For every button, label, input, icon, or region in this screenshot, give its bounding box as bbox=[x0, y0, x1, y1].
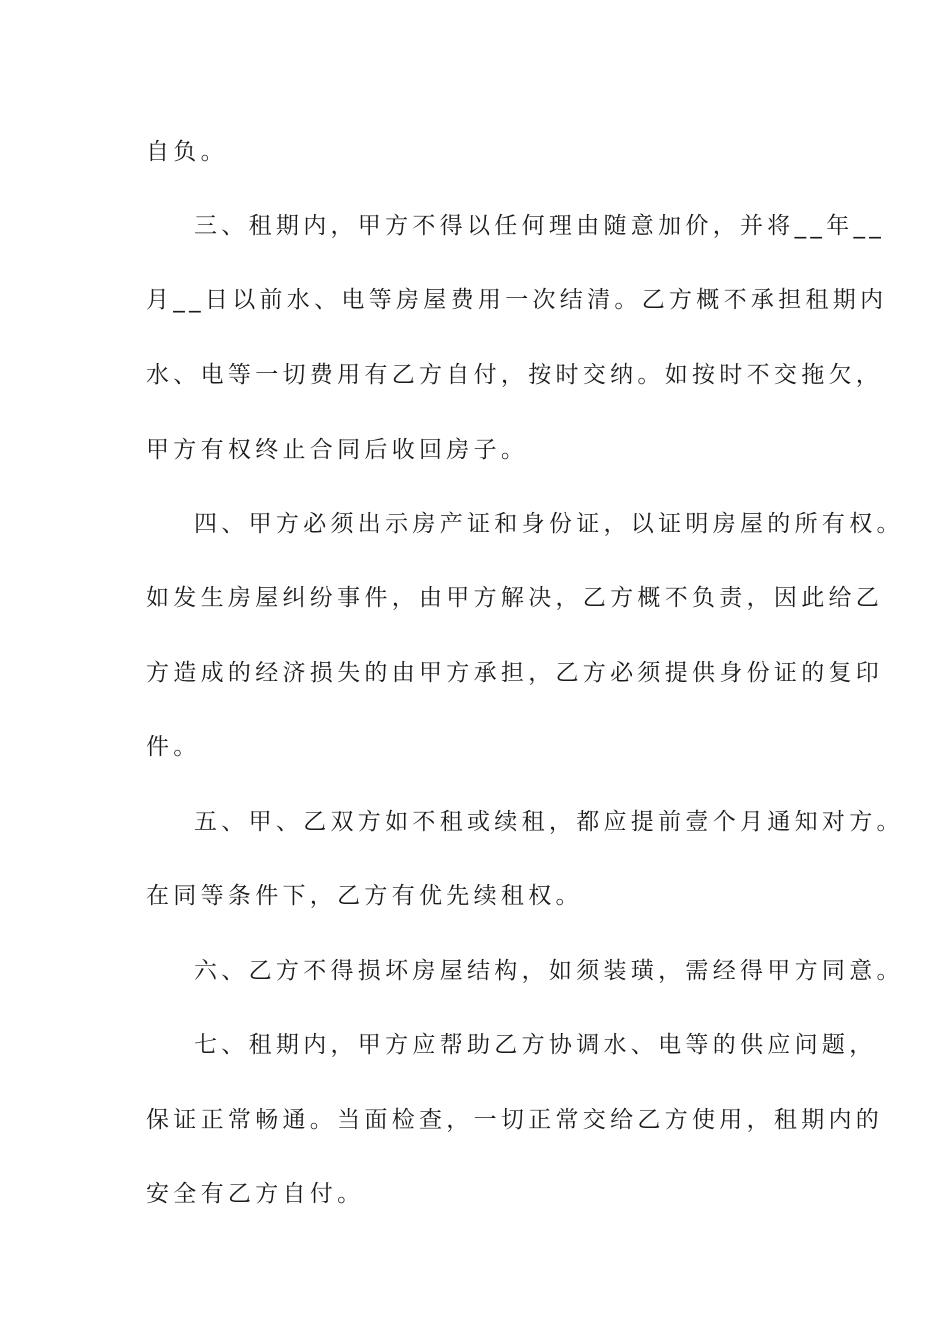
text-line: 方造成的经济损失的由甲方承担，乙方必须提供身份证的复印 bbox=[146, 660, 884, 686]
text-line: 件。 bbox=[146, 734, 201, 760]
clause-4-heading-line: 四、甲方必须出示房产证和身份证，以证明房屋的所有权。 bbox=[194, 511, 904, 537]
text-line: 在同等条件下，乙方有优先续租权。 bbox=[146, 883, 583, 909]
clause-3-heading-line: 三、租期内，甲方不得以任何理由随意加价，并将__年__ bbox=[194, 213, 886, 239]
clause-5-heading-line: 五、甲、乙双方如不租或续租，都应提前壹个月通知对方。 bbox=[194, 809, 904, 835]
text-line: 月__日以前水、电等房屋费用一次结清。乙方概不承担租期内 bbox=[146, 287, 888, 313]
clause-6-heading-line: 六、乙方不得损坏房屋结构，如须装璜，需经得甲方同意。 bbox=[194, 958, 904, 984]
text-line: 甲方有权终止合同后收回房子。 bbox=[146, 437, 529, 463]
clause-7-heading-line: 七、租期内，甲方应帮助乙方协调水、电等的供应问题， bbox=[194, 1032, 877, 1058]
text-line: 自负。 bbox=[146, 139, 228, 165]
text-line: 安全有乙方自付。 bbox=[146, 1181, 365, 1207]
text-line: 保证正常畅通。当面检查，一切正常交给乙方使用，租期内的 bbox=[146, 1107, 884, 1133]
text-line: 如发生房屋纠纷事件，由甲方解决，乙方概不负责，因此给乙 bbox=[146, 585, 884, 611]
text-line: 水、电等一切费用有乙方自付，按时交纳。如按时不交拖欠， bbox=[146, 362, 884, 388]
